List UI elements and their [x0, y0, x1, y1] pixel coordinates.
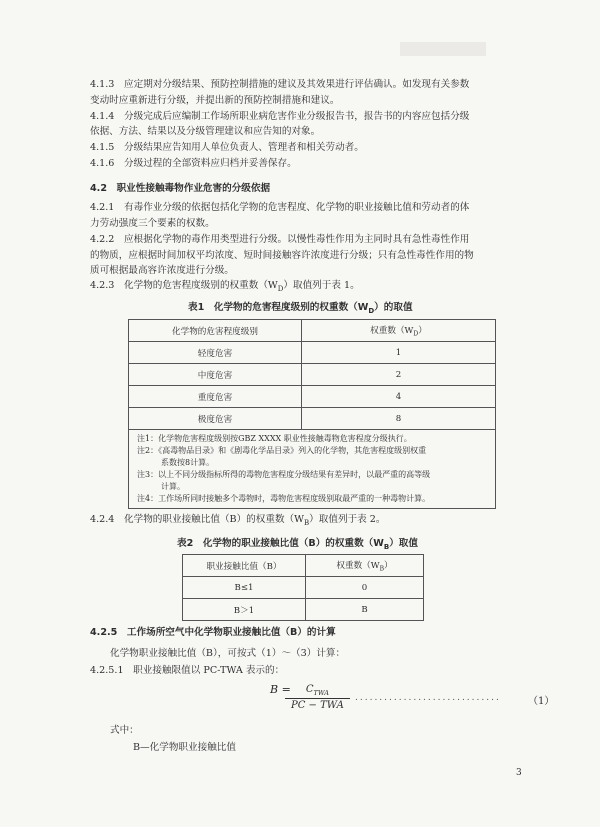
table1-cell-level: 轻度危害 [129, 342, 302, 364]
table2-header-weight-text: 权重数（W [336, 560, 380, 571]
table2-header-ratio: 职业接触比值（B） [183, 555, 306, 577]
table1-note-3-cont: 计算。 [137, 482, 185, 491]
para-4-1-4-line2: 依据、方法、结果以及分级管理建议和应告知的对象。 [90, 126, 321, 137]
table1 [128, 319, 496, 509]
table1-cell-weight: 4 [302, 386, 496, 408]
table1-note-2: 注2：《高毒物品目录》和《剧毒化学品目录》列入的化学物，其危害程度级别权重 [137, 446, 427, 455]
para-4-2-2-line1: 4.2.2 应根据化学物的毒作用类型进行分级。以慢性毒性作用为主同时具有急性毒性作用 [90, 234, 470, 245]
para-4-1-3-line1: 4.1.3 应定期对分级结果、预防控制措施的建议及其效果进行评估确认。如发现有关参数 [90, 79, 470, 90]
table1-caption-text: 表1 化学物的危害程度级别的权重数（W [188, 302, 369, 313]
formula-lhs: B = [270, 683, 291, 696]
table1-cell-weight: 8 [302, 408, 496, 430]
para-4-2-1-line2: 力劳动强度三个要素的权数。 [90, 218, 215, 229]
para-4-2-4-sub: B [304, 518, 310, 527]
table-row [129, 364, 496, 386]
table1-header-level: 化学物的危害程度级别 [129, 320, 302, 342]
table1-caption-sub: D [368, 306, 375, 315]
para-4-2-4-end: ）取值列于表 2。 [309, 514, 386, 525]
formula-numerator [285, 684, 350, 698]
para-4-1-3-line2: 变动时应重新进行分级，并提出新的预防控制措施和建议。 [90, 95, 340, 106]
table1-header-weight-sub: D [413, 330, 419, 338]
table2-caption-sub: B [383, 542, 390, 551]
formula-numerator-base: C [305, 684, 314, 695]
para-4-2-3-sub: D [277, 284, 284, 293]
table1-note-4: 注4：工作场所同时接触多个毒物时，毒物危害程度级别取最严重的一种毒物计算。 [137, 494, 431, 503]
table-row [129, 386, 496, 408]
table1-note-1: 注1：化学物危害程度级别按GBZ XXXX 职业性接触毒物危害程度分级执行。 [137, 434, 412, 443]
table1-caption [188, 299, 413, 315]
table1-note-2-cont: 系数按8计算。 [137, 458, 215, 467]
equation-number: （1） [528, 696, 555, 707]
formula-numerator-sub: TWA [313, 689, 329, 697]
table2-header-weight-sub: B [379, 565, 385, 573]
para-4-2-3-end: ）取值列于表 1。 [283, 280, 360, 291]
table1-note-3: 注3：以上不同分级指标所得的毒物危害程度分级结果有差异时，以最严重的高等级 [137, 470, 431, 479]
para-4-2-2-line3: 质可根据最高容许浓度进行分级。 [90, 265, 234, 276]
para-4-2-3 [90, 279, 360, 296]
table2-caption-text: 表2 化学物的职业接触比值（B）的权重数（W [177, 538, 384, 549]
table2-caption-end: ）取值 [389, 538, 418, 549]
page-number: 3 [516, 768, 522, 778]
table1-header-weight-end: ） [418, 325, 427, 336]
table-row [129, 408, 496, 430]
para-4-2-5-intro: 化学物职业接触比值（B），可按式（1）～（3）计算： [110, 648, 346, 659]
table2-cell-ratio: B＞1 [183, 599, 306, 621]
table-row [129, 342, 496, 364]
para-4-2-2-line2: 的物质，应根据时间加权平均浓度、短时间接触容许浓度进行分级；只有急性毒性作用的物 [90, 250, 474, 261]
table1-cell-level: 极度危害 [129, 408, 302, 430]
header-stamp [400, 42, 486, 56]
table2-header-weight [306, 555, 424, 577]
para-4-2-4-text: 4.2.4 化学物的职业接触比值（B）的权重数（W [90, 514, 305, 525]
table2-cell-weight: 0 [306, 577, 424, 599]
table1-cell-weight: 2 [302, 364, 496, 386]
table-row [183, 599, 424, 621]
where-label: 式中： [110, 725, 139, 736]
table1-header-weight [302, 320, 496, 342]
table-row [183, 555, 424, 577]
table2-cell-ratio: B≤1 [183, 577, 306, 599]
para-4-2-3-text: 4.2.3 化学物的危害程度级别的权重数（W [90, 280, 278, 291]
para-4-2-5-1: 4.2.5.1 职业接触限值以 PC-TWA 表示的： [90, 665, 285, 676]
para-4-1-4-line1: 4.1.4 分级完成后应编制工作场所职业病危害作业分级报告书，报告书的内容应包括分级 [90, 111, 470, 122]
para-4-1-6: 4.1.6 分级过程的全部资料应归档并妥善保存。 [90, 158, 297, 169]
table-row [183, 577, 424, 599]
table-row [129, 320, 496, 342]
table1-caption-end: ）的取值 [374, 302, 413, 313]
table1-cell-level: 中度危害 [129, 364, 302, 386]
para-4-1-5: 4.1.5 分级结果应告知用人单位负责人、管理者和相关劳动者。 [90, 142, 364, 153]
formula-dot-leader: .............................. [355, 693, 501, 703]
table2-header-weight-end: ） [384, 560, 393, 571]
table1-notes [129, 430, 496, 509]
table1-cell-level: 重度危害 [129, 386, 302, 408]
table1-notes-row [129, 430, 496, 509]
para-4-2-1-line1: 4.2.1 有毒作业分级的依据包括化学物的危害程度、化学物的职业接触比值和劳动者的体 [90, 202, 470, 213]
table2 [182, 554, 424, 621]
table2-cell-weight: B [306, 599, 424, 621]
formula-fraction [285, 684, 350, 711]
table1-header-weight-text: 权重数（W [370, 325, 414, 336]
section-heading-4-2-5: 4.2.5 工作场所空气中化学物职业接触比值（B）的计算 [90, 627, 336, 638]
variable-definition-b: B—化学物职业接触比值 [133, 742, 236, 753]
table2-caption [177, 535, 418, 551]
section-heading-4-2: 4.2 职业性接触毒物作业危害的分级依据 [90, 183, 271, 194]
formula-denominator: PC − TWA [285, 698, 350, 711]
table1-cell-weight: 1 [302, 342, 496, 364]
para-4-2-4 [90, 513, 385, 530]
